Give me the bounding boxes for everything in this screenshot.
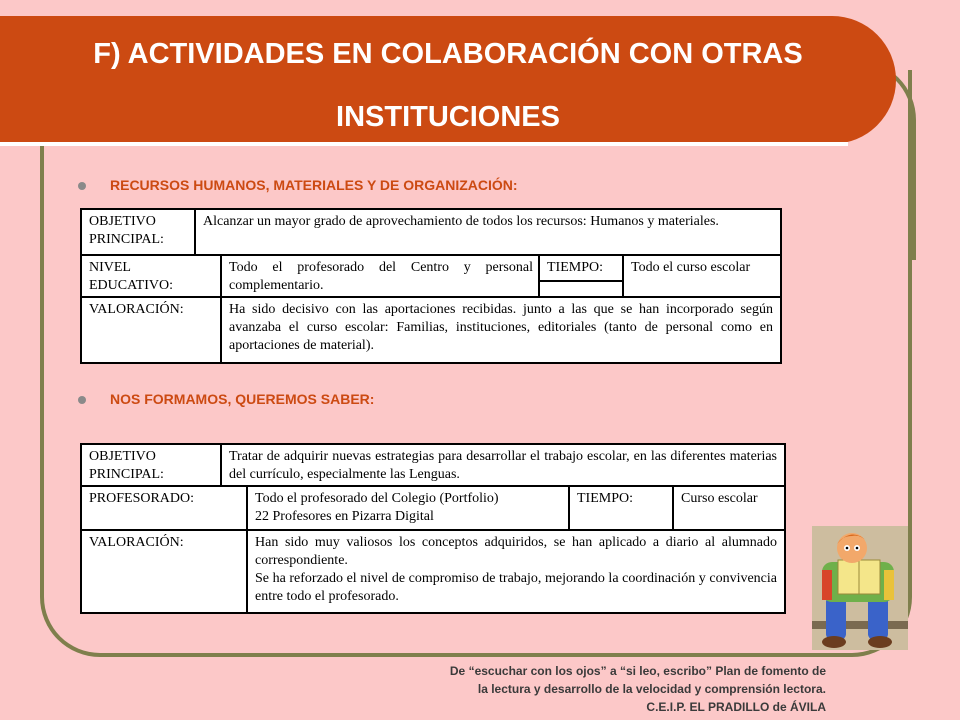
- objetivo-label: OBJETIVO PRINCIPAL:: [89, 214, 164, 247]
- title-banner: [0, 16, 896, 144]
- section1-table-row3: [80, 296, 782, 364]
- reading-boy-illustration: [812, 526, 908, 650]
- valoracion-label: VALORACIÓN:: [89, 302, 184, 317]
- valoracion-text: [248, 531, 784, 614]
- valoracion-line2: Se ha reforzado el nivel de compromiso de trabajo, mejorando la coordinación y convivencia entre todo el profesorado.: [255, 571, 777, 604]
- objetivo-label: OBJETIVO PRINCIPAL:: [89, 449, 164, 482]
- profesorado-text: [248, 487, 570, 531]
- section2-table-row3: [80, 529, 786, 614]
- section2-table: [80, 443, 786, 487]
- divider: [540, 280, 624, 282]
- valoracion-label: VALORACIÓN:: [89, 535, 184, 550]
- section1-table-row2: [80, 254, 782, 298]
- title-underline: [0, 142, 848, 146]
- tiempo-label: TIEMPO:: [577, 491, 633, 506]
- bullet-icon: [78, 396, 86, 404]
- section2-table-row2: [80, 485, 786, 531]
- section2-heading: NOS FORMAMOS, QUEREMOS SABER:: [110, 391, 375, 407]
- objetivo-text: Tratar de adquirir nuevas estrategias para desarrollar el trabajo escolar, en las diferentes materias del currículo, especialmente las Lenguas.: [229, 449, 777, 482]
- footer-line2: la lectura y desarrollo de la velocidad y comprensión lectora.: [477, 682, 826, 696]
- profesorado-line1: Todo el profesorado del Colegio (Portfolio): [255, 491, 499, 506]
- section1-table: [80, 208, 782, 256]
- profesorado-line2: 22 Profesores en Pizarra Digital: [255, 509, 434, 524]
- tiempo-label: TIEMPO:: [547, 260, 603, 275]
- tiempo-text: Curso escolar: [681, 491, 758, 506]
- bullet-icon: [78, 182, 86, 190]
- footer-credit: [206, 662, 826, 716]
- footer-line3: C.E.I.P. EL PRADILLO de ÁVILA: [646, 700, 826, 714]
- reading-boy-icon: [812, 526, 908, 650]
- objetivo-text: Alcanzar un mayor grado de aprovechamiento de todos los recursos: Humanos y materiales.: [203, 214, 719, 229]
- valoracion-line1: Han sido muy valiosos los conceptos adquiridos, se han aplicado a diario al alumnado correspondiente.: [255, 535, 777, 568]
- section1-heading: RECURSOS HUMANOS, MATERIALES Y DE ORGANIZACIÓN:: [110, 177, 518, 193]
- valoracion-text: Ha sido decisivo con las aportaciones recibidas. junto a las que se han incorporado según avanzaba el curso escolar: Familias, instituciones, editoriales (tanto de personal como en aportaciones de material).: [229, 302, 773, 353]
- nivel-label: NIVEL EDUCATIVO:: [89, 260, 173, 293]
- page-title-line1: F) ACTIVIDADES EN COLABORACIÓN CON OTRAS: [93, 38, 803, 70]
- tiempo-text: Todo el curso escolar: [631, 260, 751, 275]
- footer-line1: De “escuchar con los ojos” a “si leo, escribo” Plan de fomento de: [449, 664, 826, 678]
- nivel-text: Todo el profesorado del Centro y personal complementario.: [229, 260, 533, 293]
- page-title-line2: INSTITUCIONES: [336, 101, 560, 133]
- profesorado-label: PROFESORADO:: [89, 491, 195, 506]
